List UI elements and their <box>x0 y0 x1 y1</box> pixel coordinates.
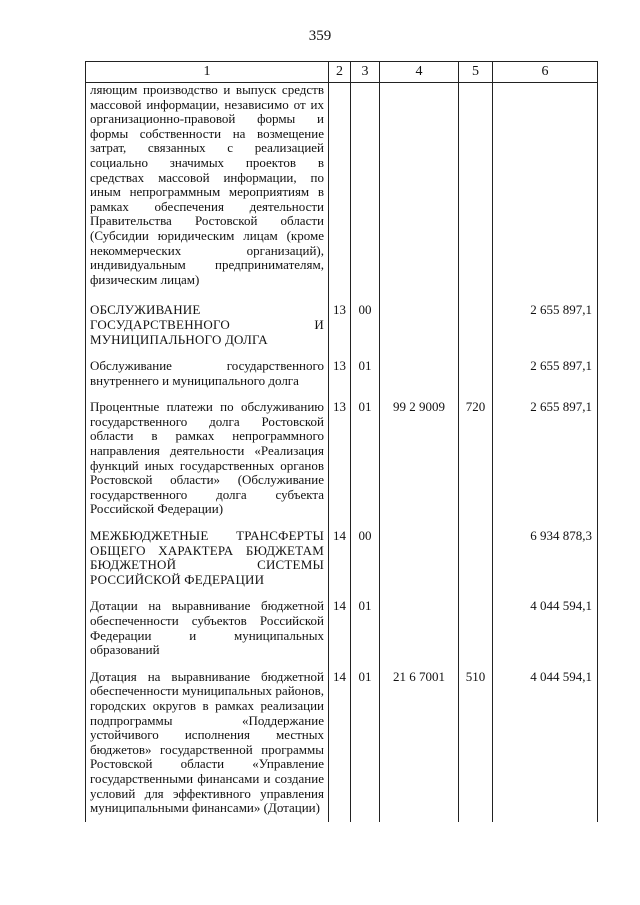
row-target-code <box>380 297 459 353</box>
row-section: 14 <box>329 664 351 822</box>
table-row <box>86 297 598 353</box>
row-expense-type <box>459 593 493 663</box>
row-section: 14 <box>329 593 351 663</box>
row-subsection: 01 <box>351 593 380 663</box>
row-expense-type: 720 <box>459 394 493 523</box>
row-subsection: 00 <box>351 297 380 353</box>
row-name: ляющим производство и выпуск средств массовой информации, независимо от их организационно-правовой формы и формы собственности на возмещение затрат, связанных с реализацией социально значимых проектов в средствах массовой информации, по иным непрограммным мероприятиям в рамках обеспечения деятельности Правительства Ростовской области (Субсидии юридическим лицам (кроме некоммерческих организаций), индивидуальным предпринимателям, физическим лицам) <box>86 83 329 298</box>
table-row <box>86 523 598 593</box>
column-header: 5 <box>459 62 493 83</box>
row-name: Дотации на выравнивание бюджетной обеспеченности субъектов Российской Федерации и муниципальных образований <box>86 593 329 663</box>
row-amount: 4 044 594,1 <box>493 664 598 822</box>
row-amount: 6 934 878,3 <box>493 523 598 593</box>
column-header: 3 <box>351 62 380 83</box>
budget-table <box>85 61 598 822</box>
row-target-code <box>380 353 459 394</box>
row-subsection: 01 <box>351 664 380 822</box>
row-subsection: 00 <box>351 523 380 593</box>
row-name: Обслуживание государственного внутреннего и муниципального долга <box>86 353 329 394</box>
row-section: 14 <box>329 523 351 593</box>
row-expense-type <box>459 297 493 353</box>
table-row <box>86 664 598 822</box>
row-name: Дотация на выравнивание бюджетной обеспеченности муниципальных районов, городских округов в рамках реализации подпрограммы «Поддержание устойчивого исполнения местных бюджетов» государственной программы Ростовской области «Управление государственными финансами и создание условий для эффективного управления муниципальными финансами» (Дотации) <box>86 664 329 822</box>
column-header: 6 <box>493 62 598 83</box>
column-header: 4 <box>380 62 459 83</box>
row-expense-type: 510 <box>459 664 493 822</box>
row-name: ОБСЛУЖИВАНИЕ ГОСУДАРСТВЕННОГО И МУНИЦИПАЛЬНОГО ДОЛГА <box>86 297 329 353</box>
table-row <box>86 593 598 663</box>
row-subsection: 01 <box>351 353 380 394</box>
row-name: Процентные платежи по обслуживанию государственного долга Ростовской области в рамках непрограммного направления деятельности «Реализация функций иных государственных органов Ростовской области» (Обслуживание государственного долга субъекта Российской Федерации) <box>86 394 329 523</box>
table-row <box>86 394 598 523</box>
table-row <box>86 353 598 394</box>
row-expense-type <box>459 353 493 394</box>
row-amount: 2 655 897,1 <box>493 353 598 394</box>
column-header: 1 <box>86 62 329 83</box>
row-amount: 2 655 897,1 <box>493 394 598 523</box>
row-target-code: 21 6 7001 <box>380 664 459 822</box>
row-section: 13 <box>329 353 351 394</box>
row-section: 13 <box>329 394 351 523</box>
row-target-code <box>380 593 459 663</box>
row-expense-type <box>459 523 493 593</box>
row-subsection: 01 <box>351 394 380 523</box>
table-header-row <box>86 62 598 83</box>
page-number: 359 <box>308 28 332 44</box>
row-name: МЕЖБЮДЖЕТНЫЕ ТРАНСФЕРТЫ ОБЩЕГО ХАРАКТЕРА БЮДЖЕТАМ БЮДЖЕТНОЙ СИСТЕМЫ РОССИЙСКОЙ ФЕДЕРАЦИИ <box>86 523 329 593</box>
row-amount: 4 044 594,1 <box>493 593 598 663</box>
column-header: 2 <box>329 62 351 83</box>
row-target-code: 99 2 9009 <box>380 394 459 523</box>
row-section: 13 <box>329 297 351 353</box>
row-target-code <box>380 523 459 593</box>
table-row-continuation <box>86 83 598 298</box>
row-amount: 2 655 897,1 <box>493 297 598 353</box>
